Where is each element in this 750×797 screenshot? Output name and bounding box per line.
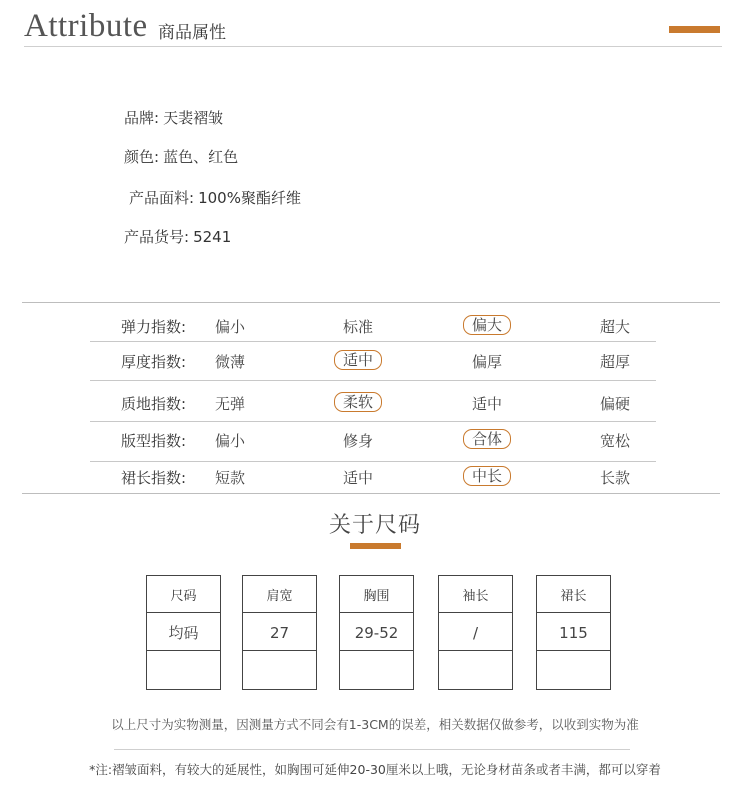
size-column [438, 575, 513, 690]
size-accent-bar [350, 543, 401, 549]
size-note: 以上尺寸为实物测量，因测量方式不同会有1-3CM的误差，相关数据仅做参考，以收到实物为准 [111, 717, 639, 732]
index-row-divider [90, 341, 656, 342]
index-row-divider [90, 421, 656, 422]
index-option: 偏小 [215, 432, 246, 450]
index-label: 厚度指数: [121, 353, 187, 371]
size-column [536, 575, 611, 690]
index-table-top-line [22, 302, 720, 303]
index-label: 质地指数: [121, 395, 187, 413]
header-divider [24, 46, 722, 47]
index-label: 弹力指数: [121, 318, 187, 336]
index-option: 偏小 [215, 318, 246, 336]
attribute-title: Attribute [24, 8, 148, 44]
info-sku: 产品货号: 5241 [124, 228, 232, 246]
index-option: 无弹 [215, 395, 246, 413]
index-option-selected: 柔软 [334, 392, 382, 412]
size-column-value: 均码 [147, 613, 220, 651]
index-option: 修身 [343, 432, 374, 450]
index-option: 超厚 [600, 353, 631, 371]
index-row-divider [90, 461, 656, 462]
size-column-header: 肩宽 [243, 576, 316, 613]
index-option: 偏硬 [600, 395, 631, 413]
info-label: 产品面料 [129, 189, 190, 207]
index-option: 超大 [600, 318, 631, 336]
index-option: 微薄 [215, 353, 246, 371]
index-option: 偏厚 [472, 353, 503, 371]
index-option-selected: 偏大 [463, 315, 511, 335]
size-column-header: 袖长 [439, 576, 512, 613]
info-label: 产品货号 [124, 228, 185, 246]
info-value: 天裴褶皱 [163, 109, 224, 127]
info-label: 颜色 [124, 148, 155, 166]
size-column [339, 575, 414, 690]
index-option-selected: 合体 [463, 429, 511, 449]
index-label: 裙长指数: [121, 469, 187, 487]
note-divider [114, 749, 630, 750]
size-column-value: 29-52 [340, 613, 413, 651]
index-table-bottom-line [22, 493, 720, 494]
info-fabric: 产品面料: 100%聚酯纤维 [129, 189, 301, 207]
index-option-selected: 中长 [463, 466, 511, 486]
size-column-header: 裙长 [537, 576, 610, 613]
header-accent-bar [669, 26, 720, 33]
fabric-footnote: *注:褶皱面料，有较大的延展性，如胸围可延伸20-30厘米以上哦，无论身材苗条或者丰满，都可以穿着 [89, 762, 661, 777]
index-label: 版型指数: [121, 432, 187, 450]
index-row-divider [90, 380, 656, 381]
index-option: 标准 [343, 318, 374, 336]
size-column [242, 575, 317, 690]
info-value: 蓝色、红色 [163, 148, 239, 166]
size-column-value: 27 [243, 613, 316, 651]
size-column [146, 575, 221, 690]
index-option: 适中 [343, 469, 374, 487]
index-option-selected: 适中 [334, 350, 382, 370]
size-column-value: 115 [537, 613, 610, 651]
size-column-header: 胸围 [340, 576, 413, 613]
index-option: 适中 [472, 395, 503, 413]
info-brand: 品牌: 天裴褶皱 [124, 109, 224, 127]
info-value: 100%聚酯纤维 [198, 189, 301, 207]
size-column-value: / [439, 613, 512, 651]
index-option: 宽松 [600, 432, 631, 450]
attribute-subtitle: 商品属性 [158, 23, 226, 43]
info-label: 品牌 [124, 109, 155, 127]
size-section-title: 关于尺码 [328, 513, 421, 538]
size-column-header: 尺码 [147, 576, 220, 613]
info-value: 5241 [193, 228, 232, 246]
index-option: 长款 [600, 469, 631, 487]
info-color: 颜色: 蓝色、红色 [124, 148, 239, 166]
index-option: 短款 [215, 469, 246, 487]
